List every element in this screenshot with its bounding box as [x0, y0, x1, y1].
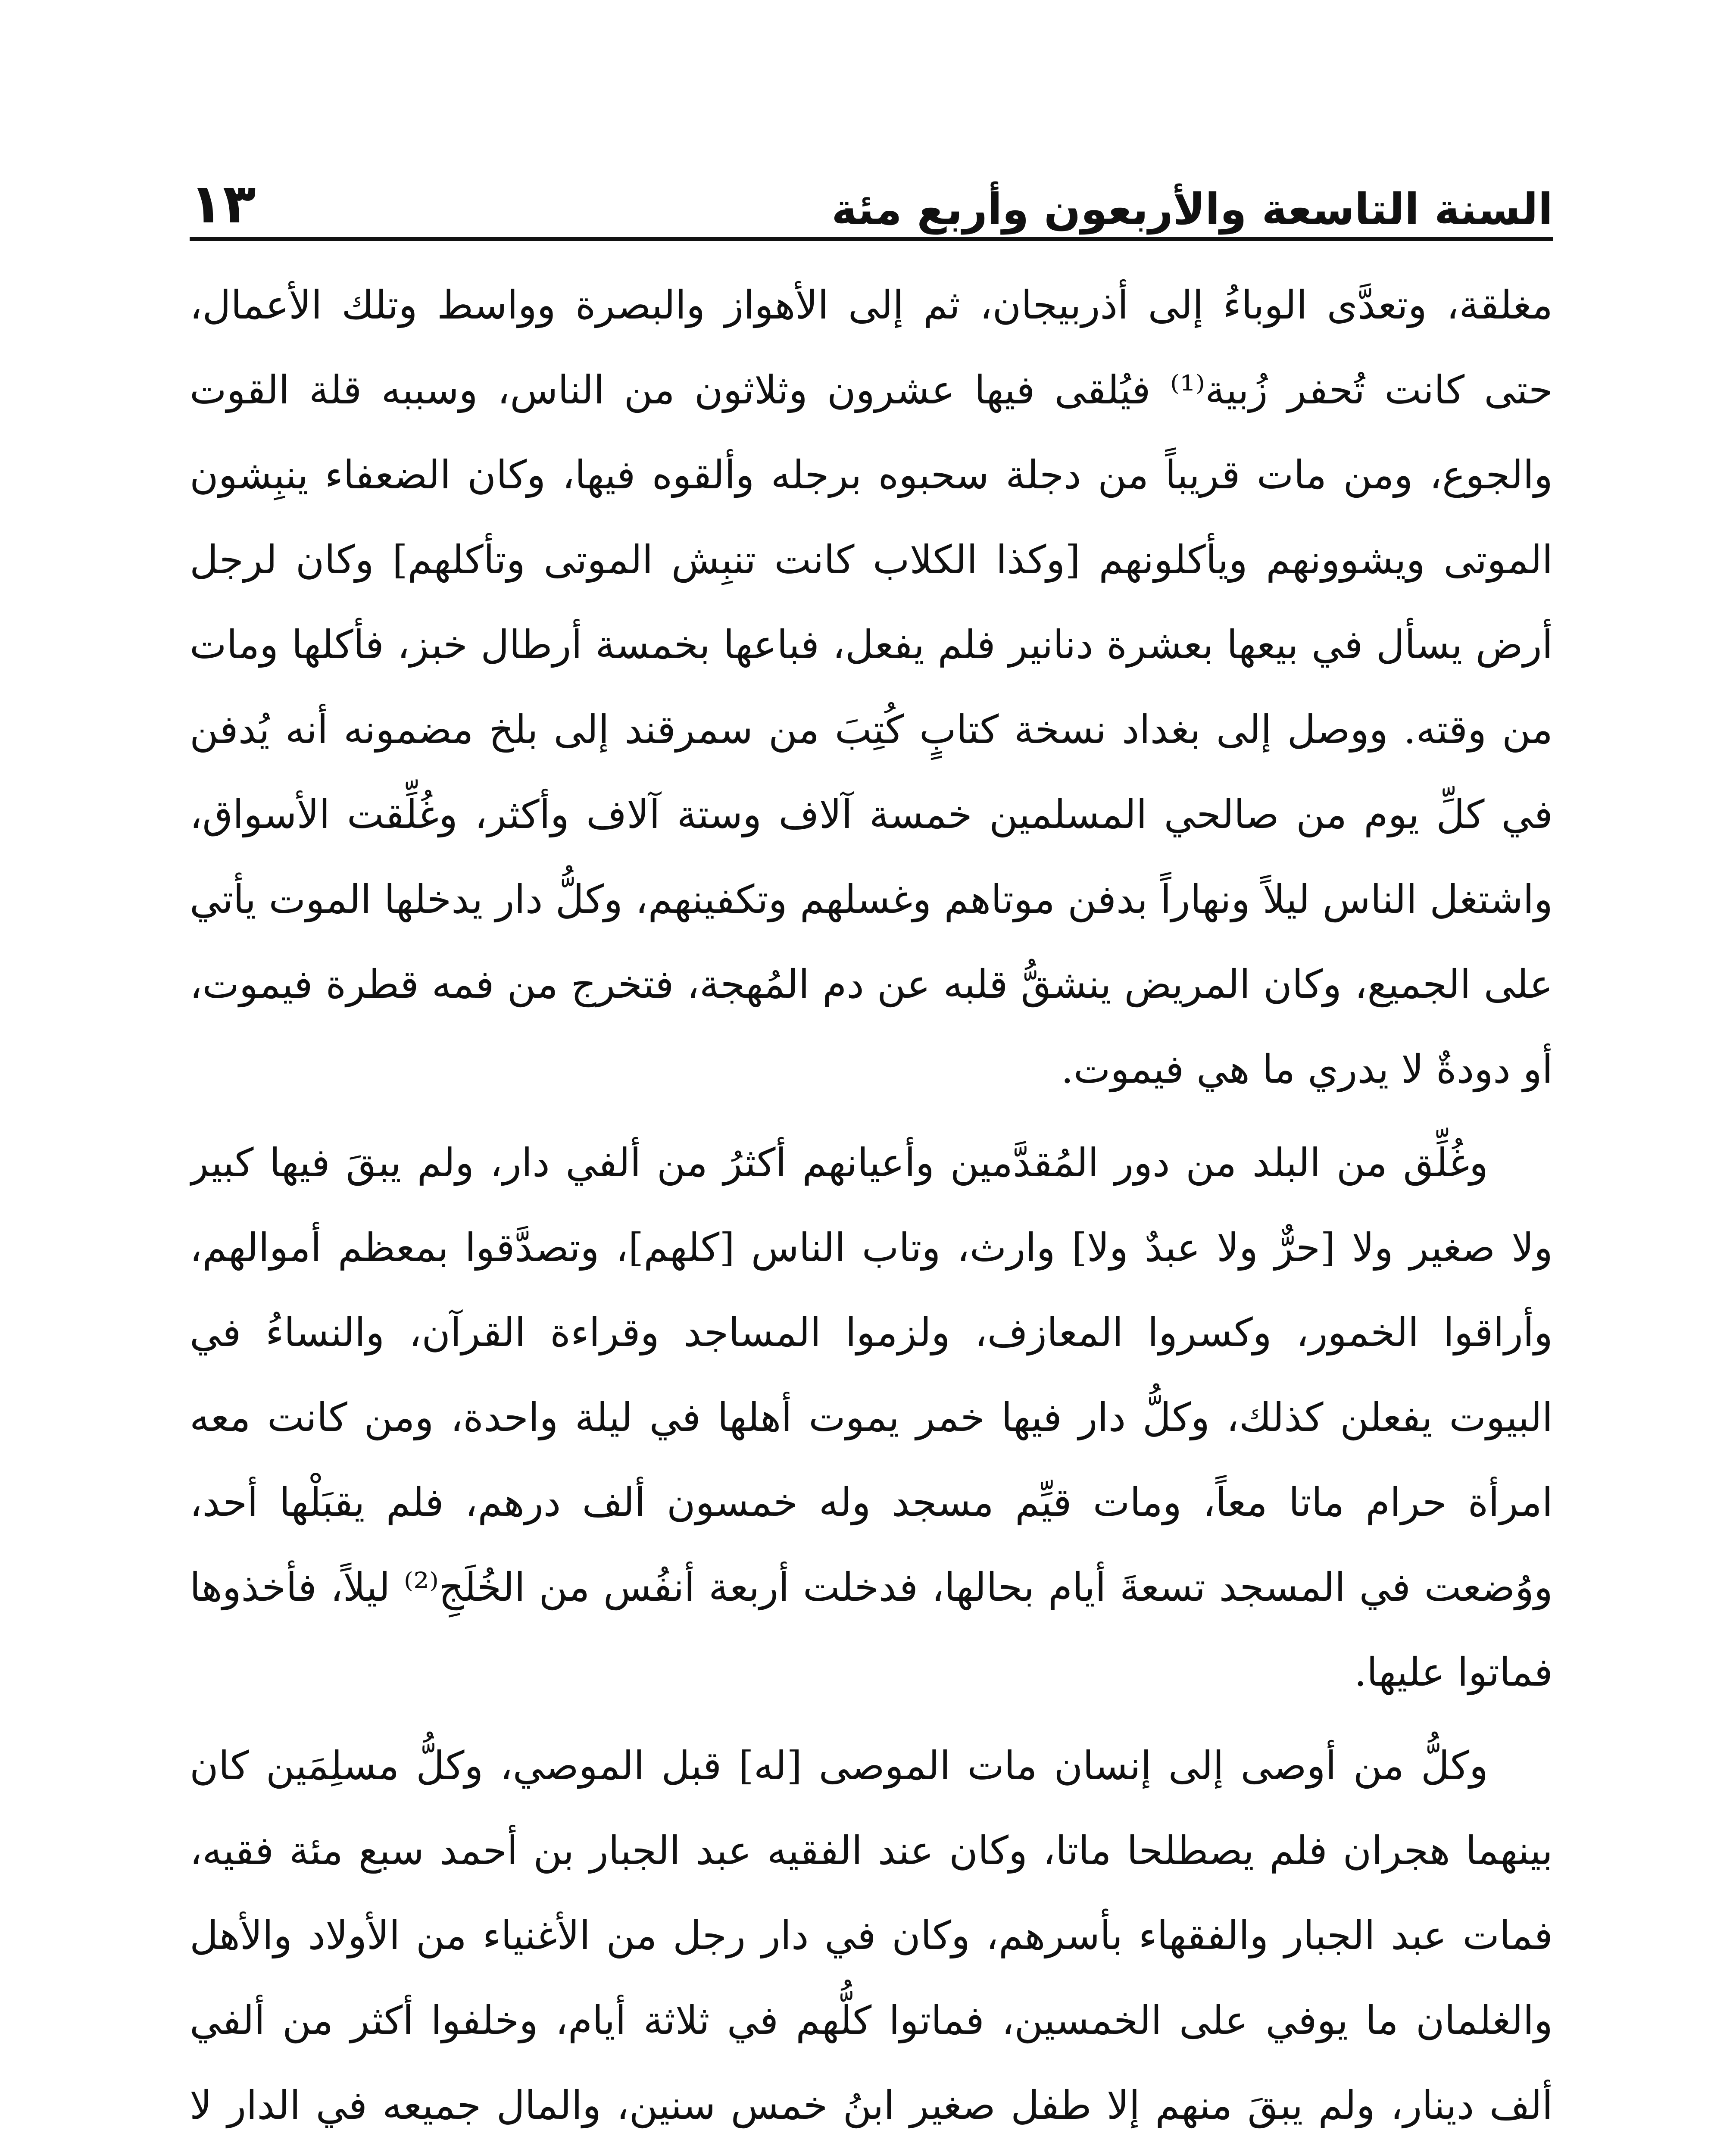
page-header — [190, 155, 1553, 241]
paragraph: وكلُّ من أوصى إلى إنسان مات الموصى [له] قبل الموصي، وكلُّ مسلِمَين كان بينهما هجران فلم يصطلحا ماتا، وكان عند الفقيه عبد الجبار بن أحمد سبع مئة فقيه، فمات عبد الجبار والفقهاء بأسرهم، وكان في دار رجل من الأغنياء من الأولاد والأهل والغلمان ما يوفي على الخمسين، فماتوا كلُّهم في ثلاثة أيام، وخلفوا أكثر من ألفي ألف دينار، ولم يبقَ منهم إلا طفل صغير ابنُ خمس سنين، والمال جميعه في الدار لا — [190, 1743, 1553, 2128]
paragraph: مغلقة، وتعدَّى الوباءُ إلى أذربيجان، ثم إلى الأهواز والبصرة وواسط وتلك الأعمال، حتى كانت تُحفر زُبية⁽¹⁾ فيُلقى فيها عشرون وثلاثون من الناس، وسببه قلة القوت والجوع، ومن مات قريباً من دجلة سحبوه برجله وألقوه فيها، وكان الضعفاء ينبِشون الموتى ويشوونهم ويأكلونهم [وكذا الكلاب كانت تنبِش الموتى وتأكلهم] وكان لرجل أرض يسأل في بيعها بعشرة دنانير فلم يفعل، فباعها بخمسة أرطال خبز، فأكلها ومات من وقته. ووصل إلى بغداد نسخة كتابٍ كُتِبَ من سمرقند إلى بلخ مضمونه أنه يُدفن في كلِّ يوم من صالحي المسلمين خمسة آلاف وستة آلاف وأكثر، وغُلِّقت الأسواق، واشتغل الناس ليلاً ونهاراً بدفن موتاهم وغسلهم وتكفينهم، وكلُّ دار يدخلها الموت يأتي على الجميع، وكان المريض ينشقُّ قلبه عن دم المُهجة، فتخرج من فمه قطرة فيموت، أو دودةٌ لا يدري ما هي فيموت. — [190, 283, 1553, 1092]
running-title: السنة التاسعة والأربعون وأربع مئة — [831, 184, 1553, 234]
paragraph: وغُلِّق من البلد من دور المُقدَّمين وأعيانهم أكثرُ من ألفي دار، ولم يبقَ فيها كبير ولا صغير ولا [حرٌّ ولا عبدٌ ولا] وارث، وتاب الناس [كلهم]، وتصدَّقوا بمعظم أموالهم، وأراقوا الخمور، وكسروا المعازف، ولزموا المساجد وقراءة القرآن، والنساءُ في البيوت يفعلن كذلك، وكلُّ دار فيها خمر يموت أهلها في ليلة واحدة، ومن كانت معه امرأة حرام ماتا معاً، ومات قيِّم مسجد وله خمسون ألف درهم، فلم يقبَلْها أحد، ووُضعت في المسجد تسعةَ أيام بحالها، فدخلت أربعة أنفُس من الخُلَجِ⁽²⁾ ليلاً، فأخذوها فماتوا عليها. — [190, 1140, 1553, 1695]
page-number: ١٣ — [190, 172, 256, 235]
main-text — [190, 263, 1553, 2155]
